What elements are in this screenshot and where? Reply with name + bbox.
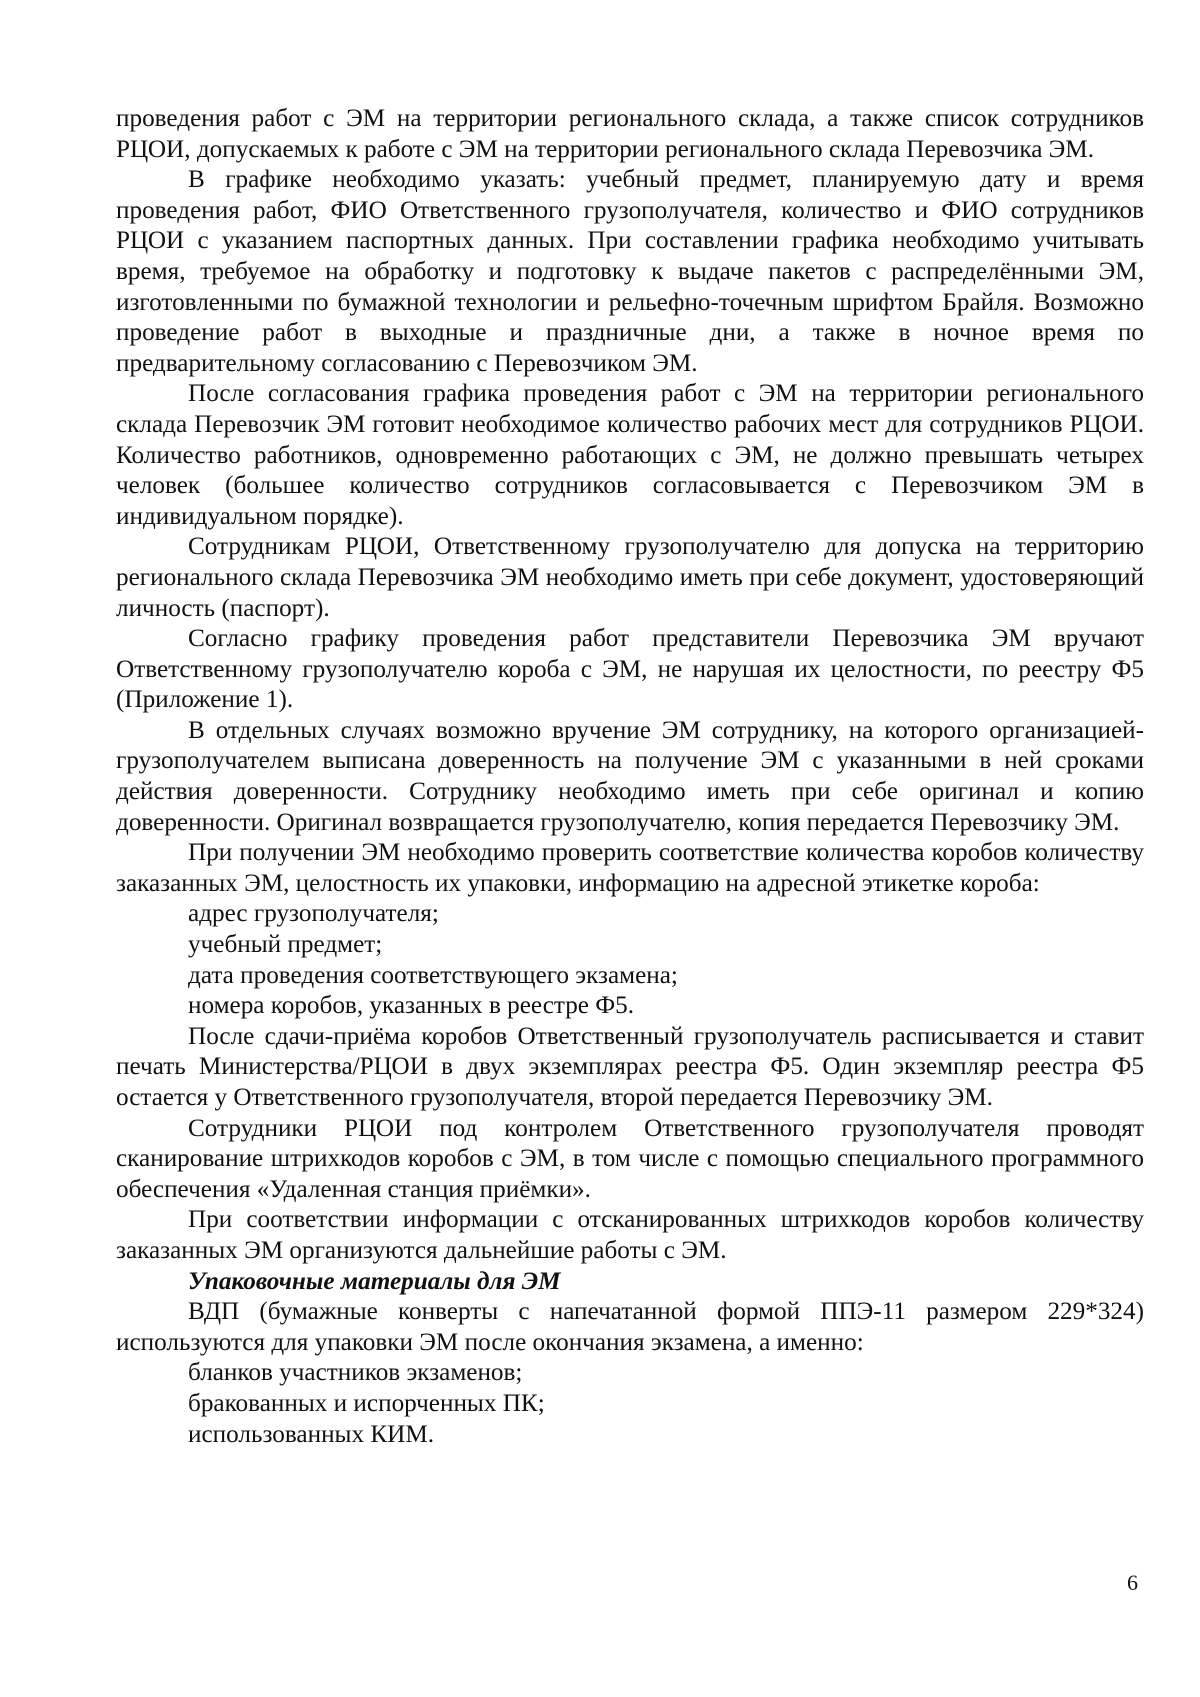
list-item: использованных КИМ. <box>188 1420 435 1448</box>
paragraph-receipt-check: При получении ЭМ необходимо проверить соответствие количества коробов количеству заказанных ЭМ, целостность их упаковки, информацию на адресной этикетке короба: <box>116 839 1144 897</box>
paragraph-continuation: проведения работ с ЭМ на территории регионального склада, а также список сотрудников РЦОИ, допускаемых к работе с ЭМ на территории регионального склада Перевозчика ЭМ. <box>116 105 1144 163</box>
list-item: номера коробов, указанных в реестре Ф5. <box>188 992 635 1020</box>
paragraph-power-of-attorney: В отдельных случаях возможно вручение ЭМ сотруднику, на которого организацией-грузополучателем выписана доверенность на получение ЭМ с указанными в ней сроками действия доверенности. Сотруднику необходимо иметь при себе оригинал и копию доверенности. Оригинал возвращается грузополучателю, копия передается Перевозчику ЭМ. <box>116 716 1144 836</box>
paragraph-further-work: При соответствии информации с отсканированных штрихкодов коробов количеству заказанных ЭМ организуются дальнейшие работы с ЭМ. <box>116 1206 1144 1264</box>
document-body <box>116 104 1144 1450</box>
paragraph-workplaces: После согласования графика проведения работ с ЭМ на территории регионального склада Перевозчик ЭМ готовит необходимое количество рабочих мест для сотрудников РЦОИ. Количество работников, одновременно работающих с ЭМ, не должно превышать четырех человек (большее количество сотрудников согласовывается с Перевозчиком ЭМ в индивидуальном порядке). <box>116 380 1144 530</box>
list-item: бракованных и испорченных ПК; <box>188 1389 545 1417</box>
list-item: бланков участников экзаменов; <box>188 1359 523 1387</box>
list-item: дата проведения соответствующего экзамена; <box>188 961 678 989</box>
list-item: учебный предмет; <box>188 931 383 959</box>
paragraph-barcode-scanning: Сотрудники РЦОИ под контролем Ответственного грузополучателя проводят сканирование штрихкодов коробов с ЭМ, в том числе с помощью специального программного обеспечения «Удаленная станция приёмки». <box>116 1114 1144 1203</box>
paragraph-handover-boxes: Согласно графику проведения работ представители Перевозчика ЭМ вручают Ответственному грузополучателю короба с ЭМ, не нарушая их целостности, по реестру Ф5 (Приложение 1). <box>116 625 1144 714</box>
paragraph-signing-register: После сдачи-приёма коробов Ответственный грузополучатель расписывается и ставит печать Министерства/РЦОИ в двух экземплярах реестра Ф5. Один экземпляр реестра Ф5 остается у Ответственного грузополучателя, второй передается Перевозчику ЭМ. <box>116 1022 1144 1111</box>
list-item: адрес грузополучателя; <box>188 900 439 928</box>
paragraph-identity-document: Сотрудникам РЦОИ, Ответственному грузополучателю для допуска на территорию регионального склада Перевозчика ЭМ необходимо иметь при себе документ, удостоверяющий личность (паспорт). <box>116 533 1144 622</box>
paragraph-packaging: ВДП (бумажные конверты с напечатанной формой ППЭ-11 размером 229*324) используются для упаковки ЭМ после окончания экзамена, а именно: <box>116 1298 1144 1356</box>
page-number: 6 <box>1127 1570 1138 1595</box>
paragraph-schedule-requirements: В графике необходимо указать: учебный предмет, планируемую дату и время проведения работ, ФИО Ответственного грузополучателя, количество и ФИО сотрудников РЦОИ с указанием паспортных данных. При составлении графика необходимо учитывать время, требуемое на обработку и подготовку к выдаче пакетов с распределёнными ЭМ, изготовленными по бумажной технологии и рельефно-точечным шрифтом Брайля. Возможно проведение работ в выходные и праздничные дни, а также в ночное время по предварительному согласованию с Перевозчиком ЭМ. <box>116 166 1144 377</box>
section-subheading: Упаковочные материалы для ЭМ <box>188 1267 561 1295</box>
